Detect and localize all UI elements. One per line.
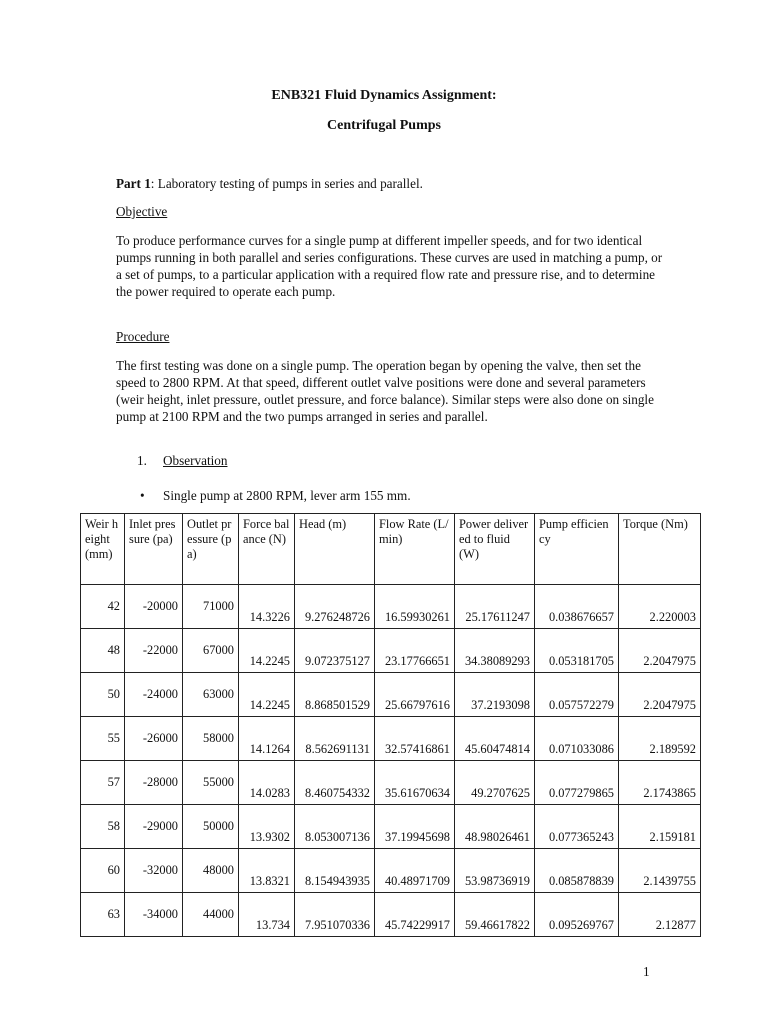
- part1-label: Part 1: [116, 176, 151, 191]
- table-cell: 0.038676657: [535, 585, 619, 629]
- table-cell: 2.159181: [619, 805, 701, 849]
- table-row: [81, 629, 701, 673]
- list-number: 1.: [137, 453, 147, 468]
- table-cell: 32.57416861: [375, 717, 455, 761]
- table-cell: 2.189592: [619, 717, 701, 761]
- bullet-text: Single pump at 2800 RPM, lever arm 155 mm.: [163, 488, 411, 503]
- table-cell: 63: [81, 893, 125, 937]
- table-cell: 8.562691131: [295, 717, 375, 761]
- table-cell: 2.12877: [619, 893, 701, 937]
- table-cell: 8.053007136: [295, 805, 375, 849]
- table-cell: 71000: [183, 585, 239, 629]
- part1-line: [116, 175, 664, 192]
- table-cell: 0.077279865: [535, 761, 619, 805]
- table-cell: 58000: [183, 717, 239, 761]
- table-cell: 14.3226: [239, 585, 295, 629]
- table-cell: 0.095269767: [535, 893, 619, 937]
- table-cell: 40.48971709: [375, 849, 455, 893]
- column-header: Pump efficiency: [535, 514, 619, 585]
- table-row: [81, 849, 701, 893]
- table-cell: 14.0283: [239, 761, 295, 805]
- table-cell: 50000: [183, 805, 239, 849]
- table-cell: 50: [81, 673, 125, 717]
- table-cell: 2.220003: [619, 585, 701, 629]
- table-cell: 55: [81, 717, 125, 761]
- table-cell: 2.2047975: [619, 629, 701, 673]
- table-cell: 63000: [183, 673, 239, 717]
- table-cell: 14.2245: [239, 629, 295, 673]
- table-row: [81, 805, 701, 849]
- column-header: Power delivered to fluid (W): [455, 514, 535, 585]
- table-cell: 44000: [183, 893, 239, 937]
- table-cell: 55000: [183, 761, 239, 805]
- table-cell: 0.053181705: [535, 629, 619, 673]
- procedure-text: The first testing was done on a single pump. The operation began by opening the valve, then set the speed to 2800 RPM. At that speed, different outlet valve positions were done and several parameters (weir height, inlet pressure, outlet pressure, and force balance). Similar steps were also done on single pump at 2100 RPM and the two pumps arranged in series and parallel.: [116, 358, 654, 424]
- table-cell: 23.17766651: [375, 629, 455, 673]
- table-row: [81, 761, 701, 805]
- table-cell: 0.085878839: [535, 849, 619, 893]
- table-row: [81, 585, 701, 629]
- column-header: Head (m): [295, 514, 375, 585]
- part1-text: : Laboratory testing of pumps in series and parallel.: [150, 176, 423, 191]
- table-cell: 7.951070336: [295, 893, 375, 937]
- table-cell: 2.1743865: [619, 761, 701, 805]
- column-header: Inlet pressure (pa): [125, 514, 183, 585]
- column-header: Flow Rate (L/min): [375, 514, 455, 585]
- table-header-row: [81, 514, 701, 585]
- table-cell: 13.8321: [239, 849, 295, 893]
- table-cell: 8.460754332: [295, 761, 375, 805]
- bullet-icon: •: [140, 488, 145, 503]
- table-body: [81, 585, 701, 937]
- table-cell: 37.19945698: [375, 805, 455, 849]
- table-cell: 16.59930261: [375, 585, 455, 629]
- table-cell: 58: [81, 805, 125, 849]
- table-cell: 67000: [183, 629, 239, 673]
- procedure-heading: Procedure: [116, 329, 170, 344]
- column-header: Torque (Nm): [619, 514, 701, 585]
- table-cell: 0.057572279: [535, 673, 619, 717]
- numbered-list-item: [137, 453, 227, 469]
- table-cell: 25.17611247: [455, 585, 535, 629]
- table-cell: -32000: [125, 849, 183, 893]
- column-header: Outlet pressure (pa): [183, 514, 239, 585]
- table-cell: 45.74229917: [375, 893, 455, 937]
- column-header: Weir height (mm): [81, 514, 125, 585]
- table-cell: -28000: [125, 761, 183, 805]
- pump-data-table: [80, 513, 701, 937]
- table-cell: 25.66797616: [375, 673, 455, 717]
- table-cell: 57: [81, 761, 125, 805]
- table-cell: 53.98736919: [455, 849, 535, 893]
- table-cell: 9.276248726: [295, 585, 375, 629]
- table-cell: 8.868501529: [295, 673, 375, 717]
- table-cell: 59.46617822: [455, 893, 535, 937]
- table-cell: 13.9302: [239, 805, 295, 849]
- table-cell: 9.072375127: [295, 629, 375, 673]
- table-cell: 35.61670634: [375, 761, 455, 805]
- table-cell: 2.2047975: [619, 673, 701, 717]
- table-cell: 14.1264: [239, 717, 295, 761]
- table-cell: 48: [81, 629, 125, 673]
- table-row: [81, 717, 701, 761]
- table-cell: -29000: [125, 805, 183, 849]
- observation-heading: Observation: [163, 453, 228, 468]
- document-subtitle: Centrifugal Pumps: [327, 118, 441, 133]
- table-cell: 45.60474814: [455, 717, 535, 761]
- objective-heading: Objective: [116, 204, 168, 219]
- document-title: ENB321 Fluid Dynamics Assignment:: [271, 88, 497, 103]
- table-cell: 37.2193098: [455, 673, 535, 717]
- table-cell: 8.154943935: [295, 849, 375, 893]
- table-cell: 13.734: [239, 893, 295, 937]
- table-cell: 0.077365243: [535, 805, 619, 849]
- table-cell: 49.2707625: [455, 761, 535, 805]
- table-cell: 42: [81, 585, 125, 629]
- table-cell: 0.071033086: [535, 717, 619, 761]
- table-cell: -24000: [125, 673, 183, 717]
- table-cell: -26000: [125, 717, 183, 761]
- column-header: Force balance (N): [239, 514, 295, 585]
- objective-text: To produce performance curves for a single pump at different impeller speeds, and for two identical pumps running in both parallel and series configurations. These curves are used in matching a pump, or a set of pumps, to a particular application with a required flow rate and pressure rise, and to determine the power required to operate each pump.: [116, 233, 663, 299]
- bullet-item: [140, 488, 411, 504]
- table-row: [81, 893, 701, 937]
- table-cell: 2.1439755: [619, 849, 701, 893]
- table-cell: -34000: [125, 893, 183, 937]
- table-cell: 48000: [183, 849, 239, 893]
- table-cell: -20000: [125, 585, 183, 629]
- table-row: [81, 673, 701, 717]
- table-cell: -22000: [125, 629, 183, 673]
- page-number: 1: [643, 964, 650, 979]
- table-cell: 48.98026461: [455, 805, 535, 849]
- table-cell: 60: [81, 849, 125, 893]
- table-cell: 34.38089293: [455, 629, 535, 673]
- table-cell: 14.2245: [239, 673, 295, 717]
